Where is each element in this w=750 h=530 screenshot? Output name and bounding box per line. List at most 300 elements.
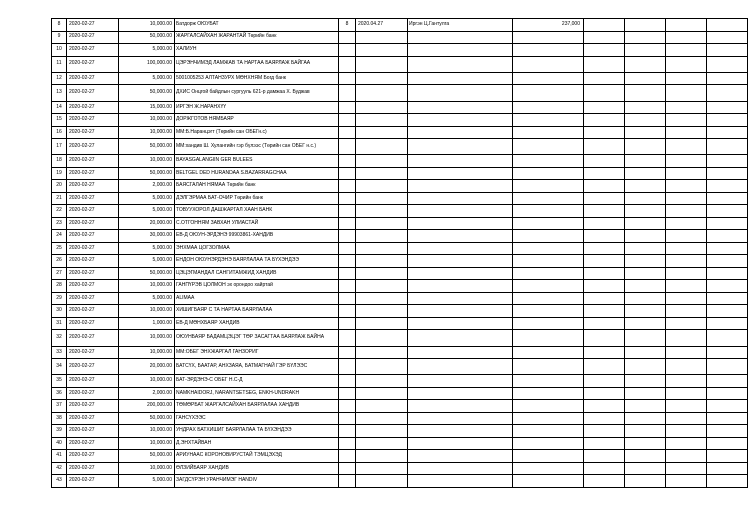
description-cell: ДЭЛГЭРМАА БАТ-ОЧИР Төрийн банк: [175, 192, 339, 205]
description-cell: ЕНДОН ОЮУНЭРДЭНЭ БАЯРЛАЛАА ТА БҮХЭНДЭЭ: [175, 255, 339, 268]
amount-cell: 10,000.00: [119, 114, 175, 127]
receipt-description-cell: [408, 114, 513, 127]
row-number-cell: 9: [52, 31, 67, 44]
empty-cell: [666, 167, 707, 180]
empty-cell: [584, 305, 625, 318]
row-number-cell: 24: [52, 230, 67, 243]
empty-cell: [584, 317, 625, 330]
amount-cell: 10,000.00: [119, 437, 175, 450]
receipt-number-cell: [339, 387, 356, 400]
empty-cell: [584, 217, 625, 230]
receipt-number-cell: [339, 139, 356, 155]
receipt-description-cell: [408, 437, 513, 450]
amount-cell: 50,000.00: [119, 167, 175, 180]
empty-cell: [666, 217, 707, 230]
receipt-description-cell: [408, 192, 513, 205]
empty-cell: [707, 400, 748, 413]
empty-cell: [625, 19, 666, 32]
empty-cell: [666, 230, 707, 243]
amount-cell: 200,000.00: [119, 400, 175, 413]
amount-cell: 5,000.00: [119, 192, 175, 205]
empty-cell: [707, 31, 748, 44]
empty-cell: [584, 230, 625, 243]
description-cell: ӨЛЗИЙБАЯР ХАНДИВ: [175, 462, 339, 475]
empty-cell: [707, 346, 748, 359]
date-cell: 2020-02-27: [67, 56, 119, 72]
receipt-amount-cell: [513, 155, 584, 168]
table-row: [52, 167, 748, 180]
empty-cell: [625, 359, 666, 375]
receipt-description-cell: [408, 359, 513, 375]
date-cell: 2020-02-27: [67, 155, 119, 168]
amount-cell: 30,000.00: [119, 230, 175, 243]
empty-cell: [625, 425, 666, 438]
receipt-amount-cell: [513, 101, 584, 114]
receipt-number-cell: [339, 292, 356, 305]
receipt-description-cell: [408, 450, 513, 463]
receipt-number-cell: [339, 101, 356, 114]
amount-cell: 10,000.00: [119, 126, 175, 139]
description-cell: ММ:ОБЕГ ЭНХЖАРГАЛ ГАНЗОРИГ: [175, 346, 339, 359]
date-cell: 2020-02-27: [67, 412, 119, 425]
empty-cell: [707, 114, 748, 127]
amount-cell: 5,000.00: [119, 242, 175, 255]
row-number-cell: 38: [52, 412, 67, 425]
amount-cell: 50,000.00: [119, 267, 175, 280]
row-number-cell: 28: [52, 280, 67, 293]
receipt-description-cell: [408, 217, 513, 230]
receipt-number-cell: [339, 359, 356, 375]
description-cell: ГАНСҮХЭЭС: [175, 412, 339, 425]
table-row: [52, 255, 748, 268]
empty-cell: [584, 280, 625, 293]
receipt-number-cell: [339, 31, 356, 44]
description-cell: ДХИС Онцгой байдлын сургууль 621-р дамжаа Х. Буджав: [175, 85, 339, 101]
row-number-cell: 10: [52, 44, 67, 57]
date-cell: 2020-02-27: [67, 462, 119, 475]
description-cell: ЗАГДСҮРЭН УРАНЧИМЭГ HANDIV: [175, 475, 339, 488]
date-cell: 2020-02-27: [67, 31, 119, 44]
table-row: [52, 205, 748, 218]
row-number-cell: 22: [52, 205, 67, 218]
receipt-amount-cell: [513, 330, 584, 346]
description-cell: ЦЭЦЭГМАНДАЛ САНГИТАМЖИД ХАНДИВ: [175, 267, 339, 280]
row-number-cell: 27: [52, 267, 67, 280]
date-cell: 2020-02-27: [67, 44, 119, 57]
empty-cell: [666, 359, 707, 375]
empty-cell: [625, 139, 666, 155]
date-cell: 2020-02-27: [67, 280, 119, 293]
table-row: [52, 437, 748, 450]
amount-cell: 10,000.00: [119, 330, 175, 346]
receipt-amount-cell: [513, 400, 584, 413]
empty-cell: [625, 267, 666, 280]
receipt-amount-cell: [513, 267, 584, 280]
receipt-description-cell: [408, 72, 513, 85]
date-cell: 2020-02-27: [67, 230, 119, 243]
empty-cell: [666, 139, 707, 155]
row-number-cell: 14: [52, 101, 67, 114]
table-row: [52, 425, 748, 438]
description-cell: ХАЛИУН: [175, 44, 339, 57]
empty-cell: [666, 19, 707, 32]
description-cell: ИРГЭН Ж.НАРАНХҮҮ: [175, 101, 339, 114]
receipt-number-cell: [339, 44, 356, 57]
receipt-date-cell: [356, 126, 408, 139]
amount-cell: 10,000.00: [119, 462, 175, 475]
empty-cell: [584, 85, 625, 101]
empty-cell: [707, 425, 748, 438]
empty-cell: [666, 72, 707, 85]
row-number-cell: 31: [52, 317, 67, 330]
date-cell: 2020-02-27: [67, 375, 119, 388]
amount-cell: 100,000.00: [119, 56, 175, 72]
date-cell: 2020-02-27: [67, 114, 119, 127]
description-cell: ТӨМӨРБАТ ЖАРГАЛСАЙХАН БАЯРЛАЛАА ХАНДИВ: [175, 400, 339, 413]
row-number-cell: 40: [52, 437, 67, 450]
empty-cell: [584, 387, 625, 400]
empty-cell: [584, 31, 625, 44]
receipt-description-cell: [408, 31, 513, 44]
receipt-date-cell: [356, 280, 408, 293]
description-cell: ЦЭРЭНЧИМЭД ЛАМЖАВ ТА НАРТАА БАЯРЛАЖ БАЙГАА: [175, 56, 339, 72]
receipt-description-cell: [408, 255, 513, 268]
empty-cell: [707, 19, 748, 32]
empty-cell: [707, 85, 748, 101]
empty-cell: [666, 475, 707, 488]
empty-cell: [666, 292, 707, 305]
receipt-amount-cell: [513, 450, 584, 463]
receipt-date-cell: [356, 359, 408, 375]
receipt-amount-cell: [513, 475, 584, 488]
receipt-description-cell: [408, 346, 513, 359]
date-cell: 2020-02-27: [67, 317, 119, 330]
receipt-description-cell: Иргэн Ц.Гантулга: [408, 19, 513, 32]
receipt-description-cell: [408, 167, 513, 180]
receipt-date-cell: [356, 114, 408, 127]
receipt-date-cell: [356, 400, 408, 413]
empty-cell: [625, 126, 666, 139]
receipt-amount-cell: [513, 180, 584, 193]
empty-cell: [584, 255, 625, 268]
empty-cell: [584, 205, 625, 218]
amount-cell: 10,000.00: [119, 375, 175, 388]
empty-cell: [625, 346, 666, 359]
empty-cell: [707, 330, 748, 346]
description-cell: С.ОТГОННЯМ ЗАВХАН УЛИАСТАЙ: [175, 217, 339, 230]
receipt-amount-cell: [513, 205, 584, 218]
empty-cell: [666, 425, 707, 438]
table-row: [52, 450, 748, 463]
empty-cell: [666, 450, 707, 463]
table-row: [52, 475, 748, 488]
row-number-cell: 17: [52, 139, 67, 155]
date-cell: 2020-02-27: [67, 72, 119, 85]
empty-cell: [707, 267, 748, 280]
empty-cell: [707, 450, 748, 463]
receipt-amount-cell: [513, 387, 584, 400]
empty-cell: [625, 205, 666, 218]
receipt-number-cell: [339, 267, 356, 280]
donation-ledger-table: [51, 18, 748, 488]
empty-cell: [707, 375, 748, 388]
empty-cell: [707, 437, 748, 450]
receipt-number-cell: [339, 167, 356, 180]
receipt-date-cell: [356, 437, 408, 450]
receipt-date-cell: [356, 44, 408, 57]
empty-cell: [625, 167, 666, 180]
receipt-number-cell: [339, 450, 356, 463]
empty-cell: [584, 101, 625, 114]
empty-cell: [707, 44, 748, 57]
table-row: [52, 292, 748, 305]
description-cell: ТОВУУХОРОЛ ДАШЖАРГАЛ ХААН БАНК: [175, 205, 339, 218]
empty-cell: [666, 462, 707, 475]
receipt-number-cell: [339, 72, 356, 85]
empty-cell: [707, 101, 748, 114]
empty-cell: [666, 375, 707, 388]
empty-cell: [625, 280, 666, 293]
row-number-cell: 19: [52, 167, 67, 180]
table-row: [52, 346, 748, 359]
receipt-number-cell: [339, 180, 356, 193]
receipt-date-cell: [356, 56, 408, 72]
receipt-description-cell: [408, 155, 513, 168]
receipt-number-cell: [339, 126, 356, 139]
description-cell: ХИШИГБАЯР С ТА НАРТАА БАЯРЛАЛАА: [175, 305, 339, 318]
empty-cell: [666, 387, 707, 400]
receipt-description-cell: [408, 330, 513, 346]
table-row: [52, 305, 748, 318]
description-cell: ALIMAA: [175, 292, 339, 305]
empty-cell: [584, 114, 625, 127]
empty-cell: [584, 242, 625, 255]
empty-cell: [666, 192, 707, 205]
table-row: [52, 180, 748, 193]
empty-cell: [625, 255, 666, 268]
receipt-description-cell: [408, 412, 513, 425]
date-cell: 2020-02-27: [67, 267, 119, 280]
receipt-amount-cell: [513, 359, 584, 375]
receipt-amount-cell: [513, 114, 584, 127]
receipt-amount-cell: [513, 280, 584, 293]
empty-cell: [666, 280, 707, 293]
date-cell: 2020-02-27: [67, 167, 119, 180]
empty-cell: [625, 56, 666, 72]
amount-cell: 10,000.00: [119, 19, 175, 32]
empty-cell: [666, 56, 707, 72]
empty-cell: [584, 450, 625, 463]
receipt-number-cell: [339, 242, 356, 255]
row-number-cell: 15: [52, 114, 67, 127]
empty-cell: [666, 305, 707, 318]
table-row: [52, 85, 748, 101]
empty-cell: [584, 167, 625, 180]
receipt-date-cell: [356, 346, 408, 359]
row-number-cell: 36: [52, 387, 67, 400]
table-row: [52, 317, 748, 330]
receipt-description-cell: [408, 85, 513, 101]
receipt-amount-cell: [513, 44, 584, 57]
date-cell: 2020-02-27: [67, 330, 119, 346]
empty-cell: [625, 450, 666, 463]
row-number-cell: 43: [52, 475, 67, 488]
receipt-amount-cell: [513, 126, 584, 139]
row-number-cell: 42: [52, 462, 67, 475]
receipt-amount-cell: [513, 56, 584, 72]
receipt-date-cell: [356, 242, 408, 255]
empty-cell: [584, 126, 625, 139]
description-cell: NAMKHAIDORJ, NARANTSETSEG, ENKH-UNDRAKH: [175, 387, 339, 400]
receipt-amount-cell: [513, 425, 584, 438]
description-cell: ММ:хандив Ш. Хулангийн гэр бүлээс (Төрийн сан ОБЕГ н.с.): [175, 139, 339, 155]
date-cell: 2020-02-27: [67, 346, 119, 359]
date-cell: 2020-02-27: [67, 19, 119, 32]
date-cell: 2020-02-27: [67, 292, 119, 305]
receipt-date-cell: [356, 412, 408, 425]
date-cell: 2020-02-27: [67, 387, 119, 400]
receipt-amount-cell: [513, 85, 584, 101]
receipt-description-cell: [408, 267, 513, 280]
description-cell: ММ:Б.Наранцэгт (Төрийн сан ОБЕГн.с): [175, 126, 339, 139]
receipt-description-cell: [408, 44, 513, 57]
table-row: [52, 267, 748, 280]
receipt-amount-cell: [513, 31, 584, 44]
receipt-description-cell: [408, 475, 513, 488]
receipt-amount-cell: [513, 139, 584, 155]
amount-cell: 5,000.00: [119, 72, 175, 85]
amount-cell: 10,000.00: [119, 155, 175, 168]
date-cell: 2020-02-27: [67, 217, 119, 230]
empty-cell: [707, 462, 748, 475]
receipt-number-cell: 8: [339, 19, 356, 32]
receipt-date-cell: [356, 375, 408, 388]
receipt-date-cell: [356, 31, 408, 44]
receipt-number-cell: [339, 255, 356, 268]
empty-cell: [584, 437, 625, 450]
row-number-cell: 26: [52, 255, 67, 268]
empty-cell: [584, 359, 625, 375]
empty-cell: [625, 101, 666, 114]
empty-cell: [625, 412, 666, 425]
description-cell: БАЯСГАЛАН НЯМАА Төрийн банк: [175, 180, 339, 193]
receipt-amount-cell: [513, 317, 584, 330]
receipt-date-cell: [356, 217, 408, 230]
receipt-date-cell: [356, 255, 408, 268]
empty-cell: [625, 72, 666, 85]
empty-cell: [584, 475, 625, 488]
empty-cell: [584, 412, 625, 425]
empty-cell: [666, 180, 707, 193]
row-number-cell: 21: [52, 192, 67, 205]
date-cell: 2020-02-27: [67, 126, 119, 139]
receipt-number-cell: [339, 192, 356, 205]
date-cell: 2020-02-27: [67, 139, 119, 155]
empty-cell: [666, 155, 707, 168]
date-cell: 2020-02-27: [67, 450, 119, 463]
empty-cell: [707, 126, 748, 139]
date-cell: 2020-02-27: [67, 437, 119, 450]
date-cell: 2020-02-27: [67, 101, 119, 114]
receipt-amount-cell: [513, 462, 584, 475]
receipt-date-cell: [356, 85, 408, 101]
amount-cell: 50,000.00: [119, 412, 175, 425]
description-cell: ЕВ-Д ОЮУН-ЭРДЭНЭ 99903861-ХАНДИВ: [175, 230, 339, 243]
empty-cell: [584, 267, 625, 280]
empty-cell: [584, 425, 625, 438]
receipt-number-cell: [339, 400, 356, 413]
empty-cell: [666, 346, 707, 359]
empty-cell: [707, 139, 748, 155]
date-cell: 2020-02-27: [67, 475, 119, 488]
date-cell: 2020-02-27: [67, 425, 119, 438]
empty-cell: [584, 462, 625, 475]
receipt-description-cell: [408, 280, 513, 293]
receipt-number-cell: [339, 462, 356, 475]
empty-cell: [707, 475, 748, 488]
amount-cell: 20,000.00: [119, 217, 175, 230]
amount-cell: 50,000.00: [119, 450, 175, 463]
empty-cell: [625, 85, 666, 101]
empty-cell: [625, 217, 666, 230]
amount-cell: 5,000.00: [119, 475, 175, 488]
receipt-description-cell: [408, 292, 513, 305]
empty-cell: [707, 387, 748, 400]
receipt-date-cell: [356, 139, 408, 155]
row-number-cell: 32: [52, 330, 67, 346]
row-number-cell: 33: [52, 346, 67, 359]
amount-cell: 5,000.00: [119, 292, 175, 305]
receipt-date-cell: [356, 292, 408, 305]
receipt-date-cell: [356, 425, 408, 438]
receipt-description-cell: [408, 425, 513, 438]
amount-cell: 50,000.00: [119, 85, 175, 101]
empty-cell: [707, 72, 748, 85]
empty-cell: [625, 192, 666, 205]
description-cell: БАТ-ЭРДЭНЭ-С ОБЕГ Н.С-Д: [175, 375, 339, 388]
receipt-amount-cell: [513, 217, 584, 230]
table-row: [52, 400, 748, 413]
amount-cell: 2,000.00: [119, 180, 175, 193]
receipt-description-cell: [408, 242, 513, 255]
date-cell: 2020-02-27: [67, 85, 119, 101]
table-row: [52, 217, 748, 230]
empty-cell: [666, 330, 707, 346]
empty-cell: [707, 412, 748, 425]
row-number-cell: 11: [52, 56, 67, 72]
empty-cell: [707, 155, 748, 168]
receipt-description-cell: [408, 317, 513, 330]
receipt-date-cell: [356, 167, 408, 180]
receipt-description-cell: [408, 387, 513, 400]
receipt-date-cell: [356, 475, 408, 488]
empty-cell: [625, 330, 666, 346]
empty-cell: [707, 205, 748, 218]
table-row: [52, 192, 748, 205]
date-cell: 2020-02-27: [67, 400, 119, 413]
empty-cell: [666, 126, 707, 139]
row-number-cell: 18: [52, 155, 67, 168]
empty-cell: [584, 72, 625, 85]
row-number-cell: 16: [52, 126, 67, 139]
receipt-amount-cell: 237,000: [513, 19, 584, 32]
row-number-cell: 37: [52, 400, 67, 413]
receipt-date-cell: [356, 387, 408, 400]
empty-cell: [584, 346, 625, 359]
empty-cell: [707, 359, 748, 375]
empty-cell: [666, 85, 707, 101]
receipt-date-cell: 2020.04.27: [356, 19, 408, 32]
